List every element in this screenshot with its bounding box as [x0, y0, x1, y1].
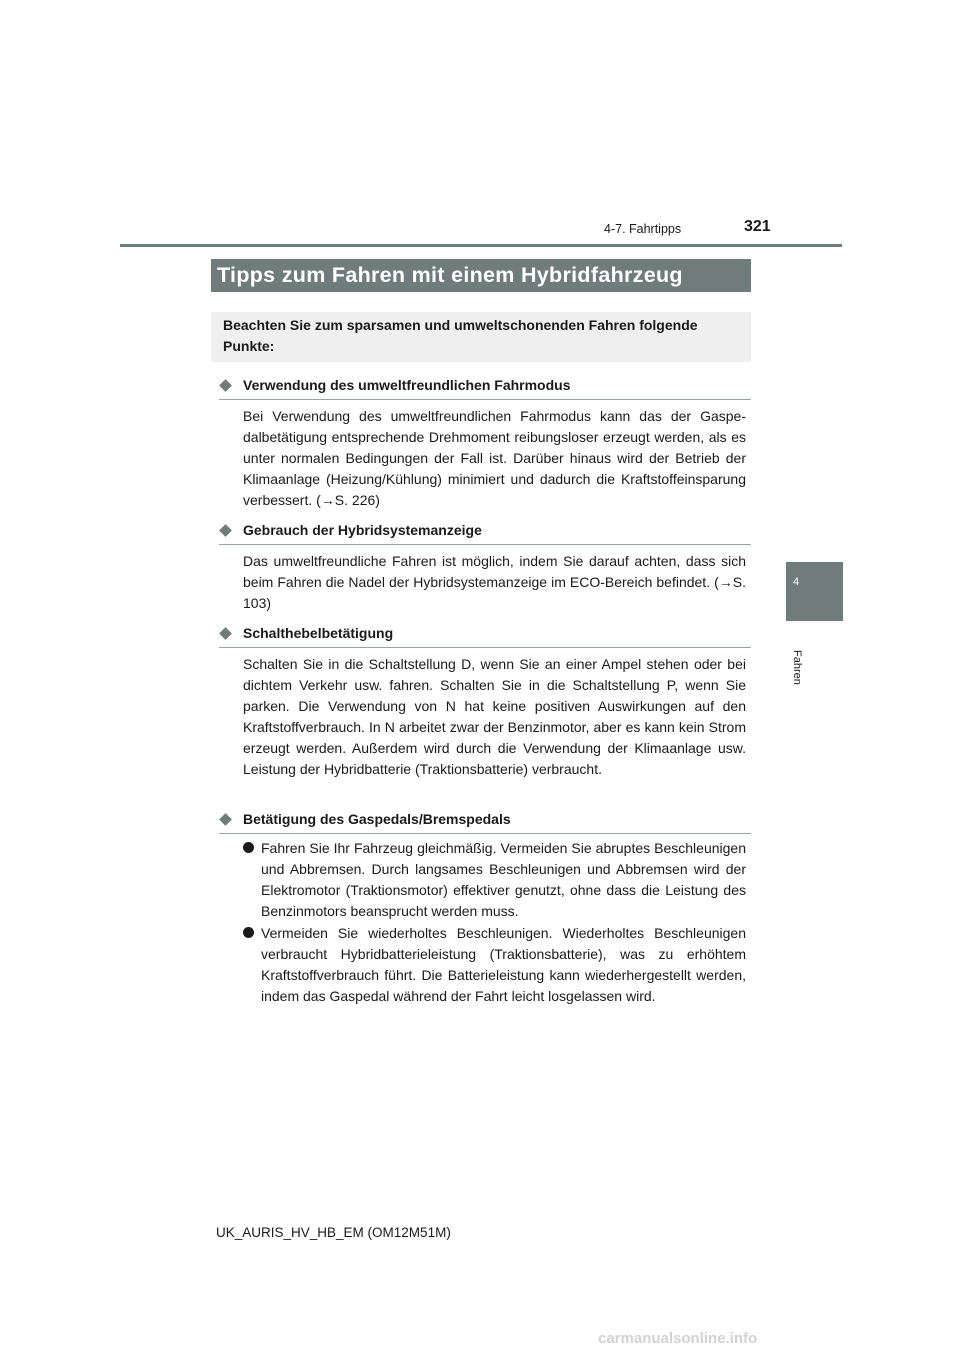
subheading-text: Verwendung des umweltfreundlichen Fahrmodus: [243, 377, 571, 393]
subheading-rule: [219, 833, 751, 834]
diamond-bullet-icon: [219, 379, 232, 392]
bullet-text: Fahren Sie Ihr Fahrzeug gleichmäßig. Vermeiden Sie abruptes Beschleunigen und Abbremsen. Durch langsames Beschleunigen und Abbremsen wird der Elektromotor (Traktionsmotor) effektiver genutzt, ohne dass die Leistung des Benzinmotors beansprucht werden muss.: [261, 840, 746, 919]
subheading-rule: [219, 647, 751, 648]
diamond-bullet-icon: [219, 813, 232, 826]
intro-box: [211, 312, 751, 362]
bullet-dot-icon: [243, 927, 254, 938]
subheading-text: Gebrauch der Hybridsystemanzeige: [243, 522, 482, 538]
subheading-text: Schalthebelbetätigung: [243, 625, 394, 641]
list-item: [243, 923, 746, 1007]
page-title: Tipps zum Fahren mit einem Hybridfahrzeug: [217, 263, 683, 287]
subheading-eco-mode: [219, 377, 751, 397]
chapter-tab-number: 4: [793, 576, 800, 588]
subheading-pedals: [219, 811, 751, 831]
chapter-tab-label: Fahren: [791, 650, 803, 685]
paragraph-hybrid-indicator: Das umweltfreundliche Fahren ist möglich, indem Sie darauf achten, dass sich beim Fahren die Nadel der Hybridsystemanzeige im ECO-Bereich befindet. (→S. 103): [243, 553, 746, 611]
header-rule: [120, 244, 842, 247]
bullet-text: Vermeiden Sie wiederholtes Beschleunigen. Wiederholtes Beschleunigen verbraucht Hybridbatterieleistung (Traktionsbatterie), was zu erhöhtem Kraftstoffverbrauch führt. Die Batterieleistung kann wiederhergestellt werden, indem das Gaspedal während der Fahrt leicht losgelassen wird.: [261, 925, 746, 1004]
intro-text: Beachten Sie zum sparsamen und umweltschonenden Fahren folgende Punkte:: [223, 317, 698, 354]
section-reference: 4-7. Fahrtipps: [604, 222, 682, 236]
subheading-rule: [219, 544, 751, 545]
subheading-rule: [219, 399, 751, 400]
watermark: carmanualsonline.info: [598, 1330, 758, 1347]
diamond-bullet-icon: [219, 524, 232, 537]
footer-document-code: UK_AURIS_HV_HB_EM (OM12M51M): [216, 1225, 451, 1240]
paragraph-eco-mode: Bei Verwendung des umweltfreundlichen Fahrmodus kann das der Gaspedalbetätigung entsprechende Drehmoment reibungsloser erzeugt werden, als es unter normalen Bedingungen der Fall ist. Darüber hinaus wird der Betrieb der Klimaanlage (Heizung/Kühlung) minimiert und dadurch die Kraftstoffeinsparung verbessert. (→S. 226): [243, 408, 746, 508]
page-number: 321: [744, 218, 771, 235]
paragraph-shift-lever: Schalten Sie in die Schaltstellung D, wenn Sie an einer Ampel stehen oder bei dichtem Verkehr usw. fahren. Schalten Sie in die Schaltstellung P, wenn Sie parken. Die Verwendung von N hat keine positiven Auswirkungen auf den Kraftstoffverbrauch. In N arbeitet zwar der Benzinmotor, aber es kann kein Strom erzeugt werden. Außerdem wird durch die Verwendung der Klimaanlage usw. Leistung der Hybridbatterie (Traktionsbatterie) verbraucht.: [243, 656, 746, 777]
list-item: [243, 838, 746, 922]
subheading-text: Betätigung des Gaspedals/Bremspedals: [243, 811, 511, 827]
subheading-hybrid-indicator: [219, 522, 751, 542]
diamond-bullet-icon: [219, 627, 232, 640]
bullet-dot-icon: [243, 842, 254, 853]
chapter-tab: [786, 562, 843, 621]
title-banner: [211, 259, 751, 292]
subheading-shift-lever: [219, 625, 751, 645]
